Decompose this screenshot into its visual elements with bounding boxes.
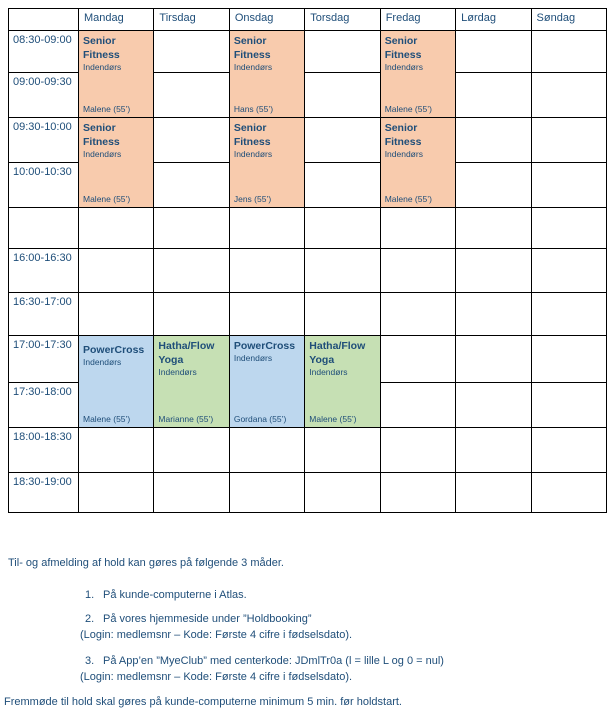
empty-slot — [380, 383, 455, 428]
signup-method-2-login: (Login: medlemsnr – Kode: Første 4 cifre i fødselsdato). — [80, 629, 353, 641]
empty-slot — [531, 336, 606, 383]
class-instructor: Malene (55’) — [384, 104, 432, 114]
empty-slot — [380, 473, 455, 513]
class-instructor: Gordana (55’) — [233, 414, 287, 424]
day-header-sondag: Søndag — [531, 9, 606, 31]
empty-slot — [305, 293, 380, 336]
class-location: Indendørs — [83, 149, 122, 159]
empty-slot — [531, 73, 606, 118]
class-cell-senior-fitness-fredag-late — [380, 118, 455, 208]
empty-slot — [456, 73, 531, 118]
header-row — [9, 9, 607, 31]
empty-slot — [531, 473, 606, 513]
time-label-0930: 09:30-10:00 — [9, 118, 79, 163]
class-title: Senior Fitness — [233, 122, 271, 148]
empty-slot — [229, 249, 304, 293]
empty-slot — [456, 336, 531, 383]
empty-slot — [154, 163, 229, 208]
empty-slot — [305, 31, 380, 73]
empty-slot — [456, 293, 531, 336]
empty-slot — [79, 428, 154, 473]
class-location: Indendørs — [384, 62, 423, 72]
class-title: Senior Fitness — [83, 35, 120, 61]
corner-cell — [9, 9, 79, 31]
row-1830 — [9, 473, 607, 513]
signup-method-3-login: (Login: medlemsnr – Kode: Første 4 cifre i fødselsdato). — [80, 671, 353, 683]
class-title: Senior Fitness — [384, 122, 422, 148]
list-number: 1. — [85, 589, 95, 601]
class-location: Indendørs — [384, 149, 423, 159]
day-header-onsdag: Onsdag — [229, 9, 304, 31]
class-instructor: Hans (55’) — [233, 104, 274, 114]
class-title: Senior Fitness — [233, 35, 271, 61]
day-header-lordag: Lørdag — [456, 9, 531, 31]
row-1630 — [9, 293, 607, 336]
empty-slot — [531, 249, 606, 293]
class-cell-powercross-onsdag — [229, 336, 304, 428]
empty-slot — [154, 73, 229, 118]
class-cell-senior-fitness-mandag-early — [79, 31, 154, 118]
signup-method-3 — [85, 655, 444, 667]
class-title: Hatha/Flow Yoga — [309, 340, 366, 366]
empty-slot — [380, 208, 455, 249]
time-label-1730: 17:30-18:00 — [9, 383, 79, 428]
empty-slot — [531, 31, 606, 73]
empty-slot — [456, 31, 531, 73]
empty-slot — [305, 473, 380, 513]
empty-slot — [456, 208, 531, 249]
empty-slot — [380, 336, 455, 383]
class-title: Senior Fitness — [83, 122, 120, 148]
empty-slot — [456, 118, 531, 163]
empty-slot — [79, 293, 154, 336]
class-cell-hatha-flow-yoga-torsdag — [305, 336, 380, 428]
empty-slot — [531, 118, 606, 163]
empty-slot — [531, 383, 606, 428]
empty-slot — [229, 293, 304, 336]
signup-intro-text: Til- og afmelding af hold kan gøres på følgende 3 måder. — [8, 557, 284, 569]
empty-slot — [305, 428, 380, 473]
class-cell-senior-fitness-onsdag-late — [229, 118, 304, 208]
empty-slot — [456, 383, 531, 428]
class-instructor: Malene (55’) — [83, 414, 131, 424]
attendance-note-text: Fremmøde til hold skal gøres på kunde-computerne minimum 5 min. før holdstart. — [4, 696, 402, 708]
class-location: Indendørs — [309, 367, 348, 377]
class-cell-senior-fitness-fredag-early — [380, 31, 455, 118]
empty-slot — [229, 208, 304, 249]
time-label-1000: 10:00-10:30 — [9, 163, 79, 208]
day-header-tirsdag: Tirsdag — [154, 9, 229, 31]
list-number: 3. — [85, 655, 95, 667]
class-instructor: Jens (55’) — [233, 194, 272, 204]
signup-method-2-text: På vores hjemmeside under ”Holdbooking” — [103, 613, 312, 625]
time-label-blank — [9, 208, 79, 249]
class-location: Indendørs — [233, 62, 273, 72]
empty-slot — [456, 473, 531, 513]
empty-slot — [305, 118, 380, 163]
empty-slot — [154, 31, 229, 73]
class-instructor: Malene (55’) — [83, 104, 131, 114]
empty-slot — [456, 428, 531, 473]
empty-slot — [380, 293, 455, 336]
empty-slot — [380, 249, 455, 293]
row-blank — [9, 208, 607, 249]
empty-slot — [531, 293, 606, 336]
day-header-mandag: Mandag — [79, 9, 154, 31]
empty-slot — [531, 163, 606, 208]
class-instructor: Malene (55’) — [83, 194, 131, 204]
class-title: PowerCross — [233, 340, 296, 352]
empty-slot — [456, 163, 531, 208]
time-label-1600: 16:00-16:30 — [9, 249, 79, 293]
class-location: Indendørs — [83, 357, 122, 367]
row-1600 — [9, 249, 607, 293]
class-cell-senior-fitness-mandag-late — [79, 118, 154, 208]
empty-slot — [79, 473, 154, 513]
empty-slot — [380, 428, 455, 473]
empty-slot — [154, 293, 229, 336]
class-location: Indendørs — [233, 353, 273, 363]
class-cell-powercross-mandag — [79, 336, 154, 428]
empty-slot — [305, 208, 380, 249]
time-label-0830: 08:30-09:00 — [9, 31, 79, 73]
empty-slot — [229, 473, 304, 513]
empty-slot — [154, 118, 229, 163]
class-location: Indendørs — [233, 149, 273, 159]
empty-slot — [305, 73, 380, 118]
class-instructor: Malene (55’) — [309, 414, 357, 424]
empty-slot — [154, 208, 229, 249]
time-label-1800: 18:00-18:30 — [9, 428, 79, 473]
day-header-fredag: Fredag — [380, 9, 455, 31]
empty-slot — [229, 428, 304, 473]
time-label-1630: 16:30-17:00 — [9, 293, 79, 336]
signup-method-3-text: På App’en ”MyeClub” med centerkode: JDmlTr0a (l = lille L og 0 = nul) — [103, 655, 444, 667]
day-header-torsdag: Torsdag — [305, 9, 380, 31]
row-0830 — [9, 31, 607, 73]
row-1700 — [9, 336, 607, 383]
class-location: Indendørs — [158, 367, 197, 377]
class-location: Indendørs — [83, 62, 122, 72]
time-label-1830: 18:30-19:00 — [9, 473, 79, 513]
empty-slot — [531, 208, 606, 249]
empty-slot — [79, 249, 154, 293]
empty-slot — [531, 428, 606, 473]
empty-slot — [305, 249, 380, 293]
class-instructor: Marianne (55’) — [158, 414, 214, 424]
class-instructor: Malene (55’) — [384, 194, 432, 204]
empty-slot — [154, 249, 229, 293]
empty-slot — [456, 249, 531, 293]
row-1800 — [9, 428, 607, 473]
class-title: Hatha/Flow Yoga — [158, 340, 215, 366]
time-label-1700: 17:00-17:30 — [9, 336, 79, 383]
class-title: Senior Fitness — [384, 35, 422, 61]
weekly-schedule-table — [8, 8, 607, 513]
class-title: PowerCross — [83, 344, 145, 356]
class-cell-hatha-flow-yoga-tirsdag — [154, 336, 229, 428]
class-cell-senior-fitness-onsdag-early — [229, 31, 304, 118]
empty-slot — [79, 208, 154, 249]
empty-slot — [305, 163, 380, 208]
list-number: 2. — [85, 613, 95, 625]
signup-method-2 — [85, 613, 312, 625]
row-0930 — [9, 118, 607, 163]
empty-slot — [154, 473, 229, 513]
empty-slot — [154, 428, 229, 473]
signup-method-1-text: På kunde-computerne i Atlas. — [103, 589, 247, 601]
time-label-0900: 09:00-09:30 — [9, 73, 79, 118]
signup-method-1 — [85, 589, 247, 601]
